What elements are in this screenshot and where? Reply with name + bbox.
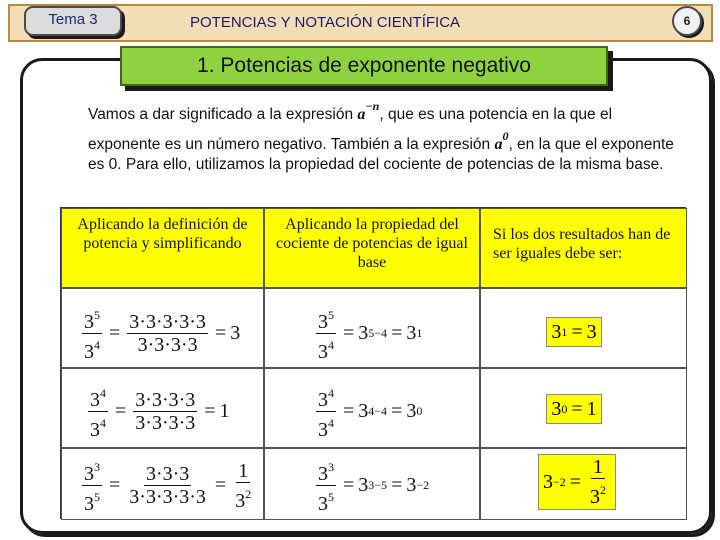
row2-property-expression: $\frac{3^4}{3^4}$ = 3 4−4 = 3 0	[313, 382, 422, 441]
expr-a-neg-n: $a^{-n}$	[357, 99, 380, 123]
intro-text-2: , que es una potencia en la que el exponente es un número negativo. También a la expresión	[88, 106, 613, 153]
expr-a-zero: $a^0$	[494, 128, 509, 153]
header-conclusion: Si los dos resultados han de ser iguales debe ser:	[480, 208, 687, 288]
row1-conclusion-box: 3 1 = 3	[546, 317, 602, 347]
header-title: POTENCIAS Y NOTACIÓN CIENTÍFICA	[190, 14, 461, 31]
section-title: 1. Potencias de exponente negativo	[120, 46, 608, 86]
row2-conclusion-box: 3 0 = 1	[546, 394, 602, 424]
intro-paragraph	[88, 96, 688, 176]
row1-definition-expression: $\frac{3^5}{3^4}$ = $\frac{3\cdot 3\cdot 3\cdot 3\cdot 3}{3\cdot 3\cdot 3\cdot 3}$ = 3	[79, 304, 240, 363]
page-number-badge: 6	[672, 6, 702, 36]
intro-text-3: , en la que el exponente es 0. Para ello, utilizamos la propiedad del cociente de potencias de la misma base.	[88, 135, 674, 173]
tema-badge: Tema 3	[24, 6, 122, 36]
header-quotient-property: Aplicando la propiedad del cociente de potencias de igual base	[264, 208, 480, 288]
row3-conclusion-box: 3 −2 = $\frac{1}{3^2}$	[538, 454, 616, 510]
intro-text-1: Vamos a dar significado a la expresión	[88, 106, 358, 123]
header-definition: Aplicando la definición de potencia y simplificando	[61, 208, 264, 288]
row1-property-expression: $\frac{3^5}{3^4}$ = 3 5−4 = 3 1	[313, 304, 422, 363]
row3-property-expression: $\frac{3^3}{3^5}$ = 3 3−5 = 3 −2	[313, 456, 429, 515]
row2-definition-expression: $\frac{3^4}{3^4}$ = $\frac{3\cdot 3\cdot 3\cdot 3}{3\cdot 3\cdot 3\cdot 3}$ = 1	[85, 382, 230, 441]
row3-definition-expression: $\frac{3^3}{3^5}$ = $\frac{3\cdot 3\cdot 3}{3\cdot 3\cdot 3\cdot 3\cdot 3}$ = $\frac{1}{3^2}$	[79, 456, 256, 515]
powers-table	[60, 207, 686, 519]
